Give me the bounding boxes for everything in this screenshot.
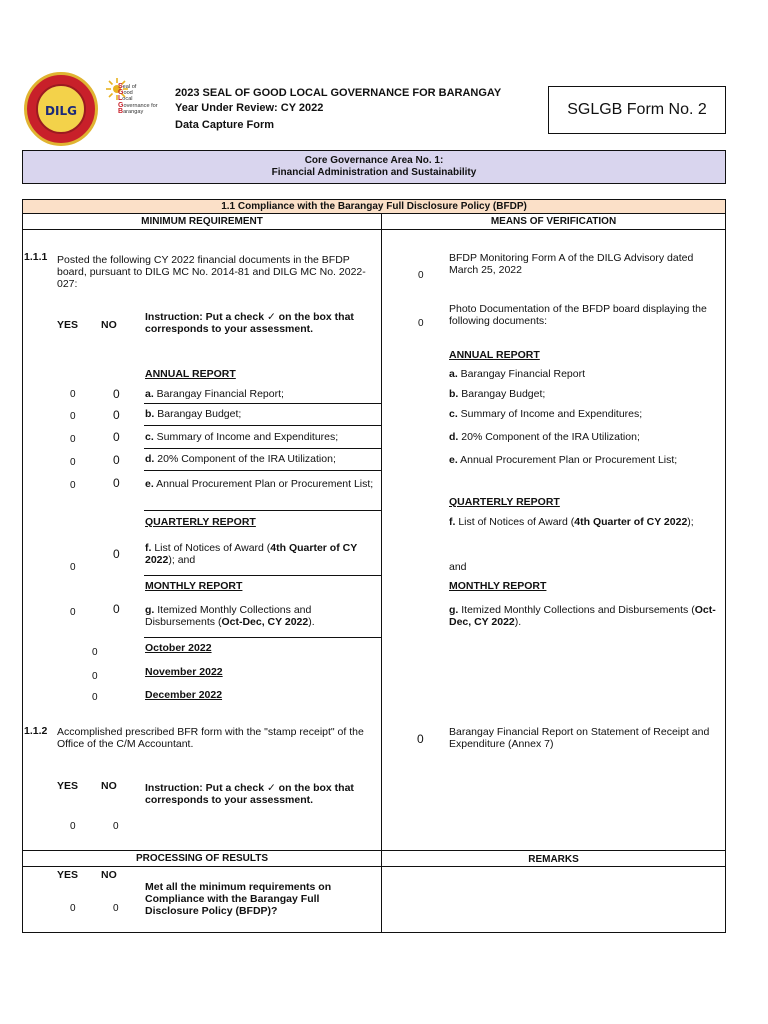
item-f: f. List of Notices of Award (4th Quarter of CY 2022); and	[145, 542, 358, 566]
mov-1: BFDP Monitoring Form A of the DILG Advisory dated March 25, 2022	[449, 252, 694, 276]
item-e-no[interactable]: 0	[113, 476, 120, 490]
item-a-no[interactable]: 0	[113, 387, 120, 401]
monthly-report-heading: MONTHLY REPORT	[145, 580, 243, 592]
item-f-yes[interactable]: 0	[70, 562, 76, 573]
instruction-112: Instruction: Put a check ✓ on the box that corresponds to your assessment.	[145, 782, 354, 806]
mov-item-b: b. Barangay Budget;	[449, 388, 546, 400]
mov-item-f: f. List of Notices of Award (4th Quarter of CY 2022);	[449, 516, 694, 528]
header-subtitle: Data Capture Form	[175, 119, 275, 131]
item-g-yes[interactable]: 0	[70, 607, 76, 618]
section-title: 1.1 Compliance with the Barangay Full Disclosure Policy (BFDP)	[23, 200, 725, 214]
no-label: NO	[101, 319, 117, 331]
processing-no[interactable]: 0	[113, 903, 119, 914]
item-c: c. Summary of Income and Expenditures;	[145, 431, 339, 443]
item-e-yes[interactable]: 0	[70, 480, 76, 491]
month-nov: November 2022	[145, 666, 223, 678]
dilg-logo	[24, 72, 98, 146]
yes-label: YES	[57, 319, 79, 331]
item-g-no[interactable]: 0	[113, 602, 120, 616]
item-rule	[144, 448, 381, 449]
mov-monthly-heading: MONTHLY REPORT	[449, 580, 547, 592]
item-c-no[interactable]: 0	[113, 430, 120, 444]
req-number-111: 1.1.1	[24, 251, 48, 263]
mov-quarterly-heading: QUARTERLY REPORT	[449, 496, 560, 508]
annual-report-heading: ANNUAL REPORT	[145, 368, 236, 380]
req-112-no[interactable]: 0	[113, 821, 119, 832]
month-dec: December 2022	[145, 689, 223, 701]
sglgb-seal: Seal of Good Local Governance for Barangay	[118, 83, 158, 115]
area-line-2: Financial Administration and Sustainability	[271, 167, 477, 178]
item-rule	[144, 403, 381, 404]
processing-divider	[23, 850, 725, 851]
yes-label-112: YES	[57, 780, 79, 792]
instruction-111: Instruction: Put a check ✓ on the box that corresponds to your assessment.	[145, 311, 354, 335]
processing-question: Met all the minimum requirements on Compliance with the Barangay Full Disclosure Policy (BFDP)?	[145, 881, 332, 917]
item-b: b. Barangay Budget;	[145, 408, 242, 420]
mov-item-g: g. Itemized Monthly Collections and Disbursements (Oct-Dec, CY 2022).	[449, 604, 716, 628]
item-d-yes[interactable]: 0	[70, 457, 76, 468]
req-text-111: Posted the following CY 2022 financial documents in the BFDP board, pursuant to DILG MC No. 2014-81 and DILG MC No. 2022-027:	[57, 254, 366, 290]
form-number-box: SGLGB Form No. 2	[548, 86, 726, 134]
item-a-yes[interactable]: 0	[70, 389, 76, 400]
month-dec-check[interactable]: 0	[92, 692, 98, 703]
item-d: d. 20% Component of the IRA Utilization;	[145, 453, 336, 465]
req-text-112: Accomplished prescribed BFR form with the "stamp receipt" of the Office of the C/M Accountant.	[57, 726, 364, 750]
item-rule	[144, 575, 381, 576]
item-b-yes[interactable]: 0	[70, 411, 76, 422]
mov-112: Barangay Financial Report on Statement of Receipt and Expenditure (Annex 7)	[449, 726, 710, 750]
header-year: Year Under Review: CY 2022	[175, 102, 324, 114]
processing-title: PROCESSING OF RESULTS	[135, 853, 269, 864]
header-title: 2023 SEAL OF GOOD LOCAL GOVERNANCE FOR BARANGAY	[175, 87, 502, 99]
governance-area-banner	[22, 150, 726, 184]
item-d-no[interactable]: 0	[113, 453, 120, 467]
processing-header-divider	[23, 866, 725, 867]
processing-yes[interactable]: 0	[70, 903, 76, 914]
dilg-logo-inner	[36, 84, 86, 134]
column-divider	[381, 214, 382, 933]
month-oct: October 2022	[145, 642, 212, 654]
col-means-of-verification: MEANS OF VERIFICATION	[490, 216, 617, 227]
processing-no-label: NO	[101, 869, 117, 881]
req-number-112: 1.1.2	[24, 725, 48, 737]
month-nov-check[interactable]: 0	[92, 671, 98, 682]
mov-item-e: e. Annual Procurement Plan or Procurement List;	[449, 454, 678, 466]
req-112-yes[interactable]: 0	[70, 821, 76, 832]
mov-1-check[interactable]: 0	[418, 270, 424, 281]
mov-item-d: d. 20% Component of the IRA Utilization;	[449, 431, 640, 443]
quarterly-report-heading: QUARTERLY REPORT	[145, 516, 256, 528]
header-divider	[23, 229, 725, 230]
item-a: a. Barangay Financial Report;	[145, 388, 284, 400]
dilg-logo-text: DILG	[45, 104, 77, 118]
mov-2: Photo Documentation of the BFDP board displaying the following documents:	[449, 303, 707, 327]
area-line-1: Core Governance Area No. 1:	[304, 155, 444, 166]
processing-yes-label: YES	[57, 869, 79, 881]
item-rule	[144, 510, 381, 511]
remarks-title: REMARKS	[528, 854, 579, 865]
item-g: g. Itemized Monthly Collections and Disbursements (Oct-Dec, CY 2022).	[145, 604, 315, 628]
item-f-no[interactable]: 0	[113, 547, 120, 561]
item-rule	[144, 470, 381, 471]
mov-112-check[interactable]: 0	[417, 732, 424, 746]
item-rule	[144, 637, 381, 638]
mov-annual-heading: ANNUAL REPORT	[449, 349, 540, 361]
mov-item-a: a. Barangay Financial Report	[449, 368, 586, 380]
mov-2-check[interactable]: 0	[418, 318, 424, 329]
month-oct-check[interactable]: 0	[92, 647, 98, 658]
mov-item-c: c. Summary of Income and Expenditures;	[449, 408, 643, 420]
col-minimum-requirement: MINIMUM REQUIREMENT	[141, 216, 263, 227]
item-b-no[interactable]: 0	[113, 408, 120, 422]
mov-and: and	[449, 561, 467, 573]
item-e: e. Annual Procurement Plan or Procurement List;	[145, 478, 374, 490]
item-c-yes[interactable]: 0	[70, 434, 76, 445]
item-rule	[144, 425, 381, 426]
no-label-112: NO	[101, 780, 117, 792]
